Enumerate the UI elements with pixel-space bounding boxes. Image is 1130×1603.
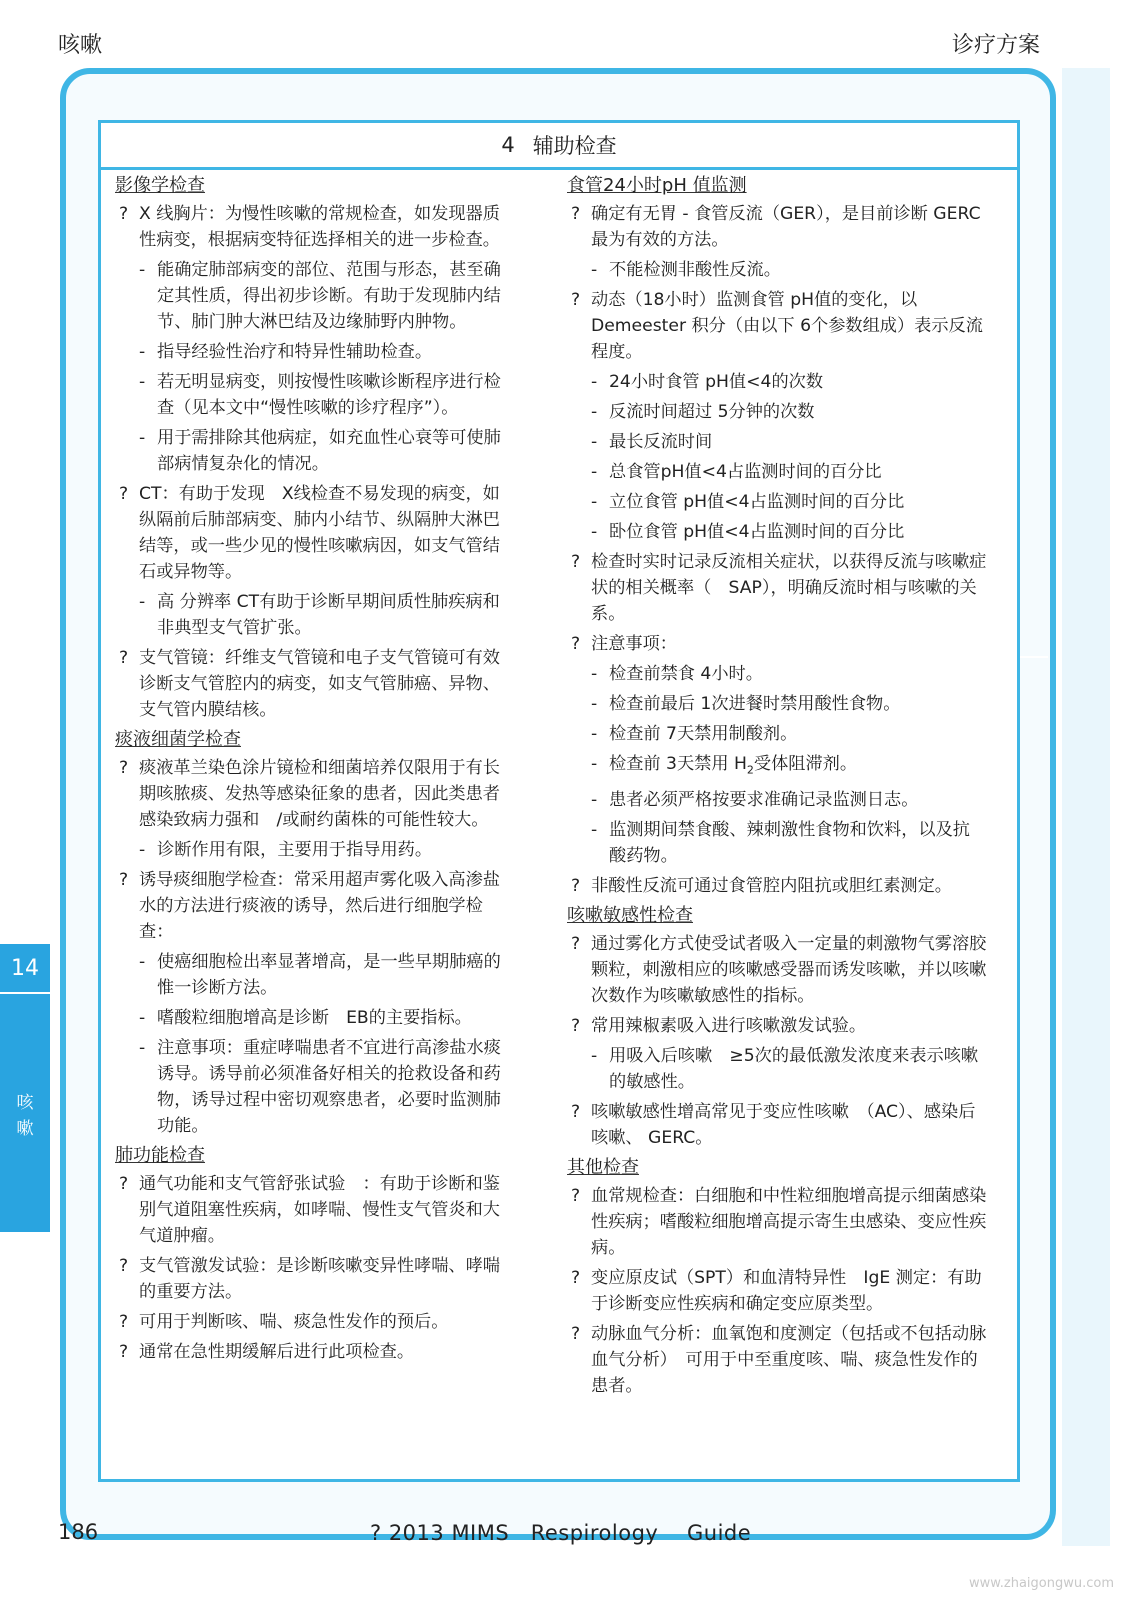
- item-blood: ? 血常规检查：白细胞和中性粒细胞增高提示细菌感染性疾病；嗜酸粒细胞增高提示寄生虫感染、变应性疾病。: [567, 1183, 987, 1261]
- sub-item: - 检查前 7天禁用制酸剂。: [567, 721, 987, 747]
- sub-item: - 患者必须严格按要求准确记录监测日志。: [567, 787, 987, 813]
- item-ct: ? CT：有助于发现 X线检查不易发现的病变，如纵隔前后肺部病变、肺内小结节、纵隔肿大淋巴结等，或一些少见的慢性咳嗽病因，如支气管结石或异物等。: [115, 481, 515, 585]
- item-prognosis: ? 可用于判断咳、喘、痰急性发作的预后。: [115, 1309, 515, 1335]
- sub-item: - 监测期间禁食酸、辣刺激性食物和饮料，以及抗酸药物。: [567, 817, 987, 869]
- sub-item: - 若无明显病变，则按慢性咳嗽诊断程序进行检查（见本文中“慢性咳嗽的诊疗程序”）。: [115, 369, 515, 421]
- item-xray: ? X 线胸片：为慢性咳嗽的常规检查，如发现器质性病变，根据病变特征选择相关的进一步检查。: [115, 201, 515, 253]
- heading-cough-sensitivity: 咳嗽敏感性检查: [567, 905, 693, 927]
- sub-item: - 总食管pH值<4占监测时间的百分比: [567, 459, 987, 485]
- h2-text-end: 受体阻滞剂。: [753, 754, 858, 774]
- section-title-bar: [101, 123, 1017, 170]
- heading-lung-function: 肺功能检查: [115, 1145, 205, 1166]
- frame-mark: [1018, 656, 1048, 658]
- item-allergen: ? 变应原皮试（SPT）和血清特异性 IgE 测定：有助于诊断变应性疾病和确定变应原类型。: [567, 1265, 987, 1317]
- chapter-label: 咳嗽: [16, 1093, 34, 1139]
- item-provocation: ? 支气管激发试验：是诊断咳嗽变异性哮喘、哮喘的重要方法。: [115, 1253, 515, 1305]
- item-ventilation: ? 通气功能和支气管舒张试验 ：有助于诊断和鉴别气道阻塞性疾病，如哮喘、慢性支气管炎和大气道肿瘤。: [115, 1171, 515, 1249]
- item-notes: ? 注意事项：: [567, 631, 987, 657]
- sub-item: - 诊断作用有限，主要用于指导用药。: [115, 837, 515, 863]
- sub-item: - 卧位食管 pH值<4占监测时间的百分比: [567, 519, 987, 545]
- sub-item: - 高 分辨率 CT有助于诊断早期间质性肺疾病和非典型支气管扩张。: [115, 589, 515, 641]
- sub-item: - 检查前禁食 4小时。: [567, 661, 987, 687]
- footer-publication: ? 2013 MIMS Respirology Guide: [370, 1521, 752, 1545]
- sub-item: - 用于需排除其他病症，如充血性心衰等可使肺部病情复杂化的情况。: [115, 425, 515, 477]
- item-bronchoscopy: ? 支气管镜：纤维支气管镜和电子支气管镜可有效诊断支气管腔内的病变，如支气管肺癌、异物、支气管内膜结核。: [115, 645, 515, 723]
- content-box: [98, 120, 1020, 1482]
- sub-item: - 嗜酸粒细胞增高是诊断 EB的主要指标。: [115, 1005, 515, 1031]
- sub-item-h2: [567, 751, 987, 783]
- sub-item: - 能确定肺部病变的部位、范围与形态，甚至确定其性质，得出初步诊断。有助于发现肺内结节、肺门肿大淋巴结及边缘肺野内肿物。: [115, 257, 515, 335]
- heading-other-tests: 其他检查: [567, 1157, 639, 1179]
- watermark: www.zhaigongwu.com: [969, 1576, 1114, 1591]
- right-margin-strip: [1062, 68, 1110, 1546]
- item-aerosol: ? 通过雾化方式使受试者吸入一定量的刺激物气雾溶胶颗粒，刺激相应的咳嗽感受器而诱发咳嗽，并以咳嗽次数作为咳嗽敏感性的指标。: [567, 931, 987, 1009]
- right-column: [567, 173, 987, 1403]
- sub-item: - 立位食管 pH值<4占监测时间的百分比: [567, 489, 987, 515]
- page-number: 186: [58, 1520, 99, 1544]
- item-sputum-culture: ? 痰液革兰染色涂片镜检和细菌培养仅限用于有长期咳脓痰、发热等感染征象的患者，因此类患者感染致病力强和 /或耐约菌株的可能性较大。: [115, 755, 515, 833]
- item-sap: ? 检查时实时记录反流相关症状，以获得反流与咳嗽症状的相关概率（ SAP），明确反流时相与咳嗽的关系。: [567, 549, 987, 627]
- sub-item: - 用吸入后咳嗽 ≥5次的最低激发浓度来表示咳嗽的敏感性。: [567, 1043, 987, 1095]
- item-dynamic-ph: ? 动态（18小时）监测食管 pH值的变化，以 Demeester 积分（由以下 6个参数组成）表示反流程度。: [567, 287, 987, 365]
- item-capsaicin: ? 常用辣椒素吸入进行咳嗽激发试验。: [567, 1013, 987, 1039]
- section-number: 4: [501, 133, 515, 157]
- heading-ph-monitoring: 食管24小时pH 值监测: [567, 175, 747, 196]
- section-title: 辅助检查: [532, 134, 617, 158]
- h2-text: 检查前 3天禁用 H: [609, 754, 747, 774]
- sub-item: - 指导经验性治疗和特异性辅助检查。: [115, 339, 515, 365]
- sub-item: - 不能检测非酸性反流。: [567, 257, 987, 283]
- heading-imaging: 影像学检查: [115, 175, 205, 196]
- left-column: [115, 173, 515, 1369]
- heading-sputum: 痰液细菌学检查: [115, 729, 241, 750]
- sub-item: - 检查前最后 1次进餐时禁用酸性食物。: [567, 691, 987, 717]
- item-blood-gas: ? 动脉血气分析：血氧饱和度测定（包括或不包括动脉血气分析） 可用于中至重度咳、喘、痰急性发作的患者。: [567, 1321, 987, 1399]
- sub-item: - 最长反流时间: [567, 429, 987, 455]
- sub-item: - 使癌细胞检出率显著增高，是一些早期肺癌的惟一诊断方法。: [115, 949, 515, 1001]
- item-sensitivity: ? 咳嗽敏感性增高常见于变应性咳嗽 （AC）、感染后咳嗽、 GERC。: [567, 1099, 987, 1151]
- item-induced-sputum: ? 诱导痰细胞学检查：常采用超声雾化吸入高渗盐水的方法进行痰液的诱导，然后进行细胞学检查：: [115, 867, 515, 945]
- sub-item: - 24小时食管 pH值<4的次数: [567, 369, 987, 395]
- item-timing: ? 通常在急性期缓解后进行此项检查。: [115, 1339, 515, 1365]
- item-nonacid: ? 非酸性反流可通过食管腔内阻抗或胆红素测定。: [567, 873, 987, 899]
- item-ger: ? 确定有无胃 - 食管反流（GER），是目前诊断 GERC最为有效的方法。: [567, 201, 987, 253]
- header-section-title: 咳嗽: [58, 33, 103, 58]
- header-category: 诊疗方案: [951, 33, 1040, 58]
- chapter-number: 14: [0, 944, 50, 994]
- sub-item: - 注意事项：重症哮喘患者不宜进行高渗盐水痰诱导。诱导前必须准备好相关的抢救设备和药物，诱导过程中密切观察患者，必要时监测肺功能。: [115, 1035, 515, 1139]
- h2-subscript: 2: [746, 763, 754, 777]
- sub-item: - 反流时间超过 5分钟的次数: [567, 399, 987, 425]
